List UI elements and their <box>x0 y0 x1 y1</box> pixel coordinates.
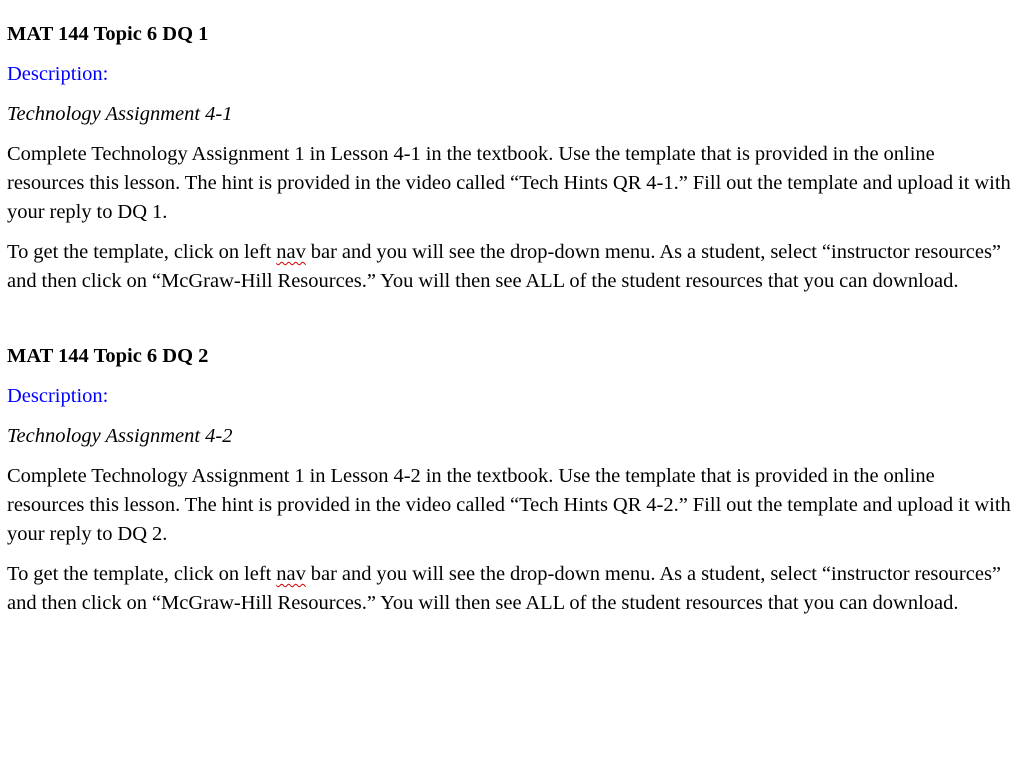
dq1-section <box>7 20 1017 296</box>
dq2-paragraph-2-start: To get the template, click on left <box>7 563 277 585</box>
dq2-subtitle: Technology Assignment 4-2 <box>7 425 233 447</box>
dq2-paragraph-1: Complete Technology Assignment 1 in Lesson 4-2 in the textbook. Use the template that is provided in the online resources this lesson. The hint is provided in the video called “Tech Hints QR 4-2.” Fill out the template and upload it with your reply to DQ 2. <box>7 465 1011 545</box>
dq1-spellcheck-word[interactable]: nav <box>276 241 306 263</box>
dq1-paragraph-1: Complete Technology Assignment 1 in Lesson 4-1 in the textbook. Use the template that is provided in the online resources this lesson. The hint is provided in the video called “Tech Hints QR 4-1.” Fill out the template and upload it with your reply to DQ 1. <box>7 143 1011 223</box>
dq2-spellcheck-word[interactable]: nav <box>276 563 306 585</box>
dq2-section <box>7 342 1017 618</box>
document-page <box>7 0 1017 629</box>
dq2-paragraph-2-end: bar and you will see the drop-down menu. As a student, select “instructor resources” and then click on “McGraw-Hill Resources.” You will then see ALL of the student resources that you can download. <box>7 563 1002 614</box>
dq1-title: MAT 144 Topic 6 DQ 1 <box>7 23 209 45</box>
dq1-subtitle: Technology Assignment 4-1 <box>7 103 233 125</box>
dq2-title: MAT 144 Topic 6 DQ 2 <box>7 345 209 367</box>
dq2-description-label: Description: <box>7 385 109 407</box>
dq1-paragraph-2 <box>7 238 1017 296</box>
dq1-paragraph-2-end: bar and you will see the drop-down menu. As a student, select “instructor resources” and then click on “McGraw-Hill Resources.” You will then see ALL of the student resources that you can download. <box>7 241 1002 292</box>
dq1-paragraph-2-start: To get the template, click on left <box>7 241 277 263</box>
dq2-paragraph-2 <box>7 560 1017 618</box>
dq1-description-label: Description: <box>7 63 109 85</box>
